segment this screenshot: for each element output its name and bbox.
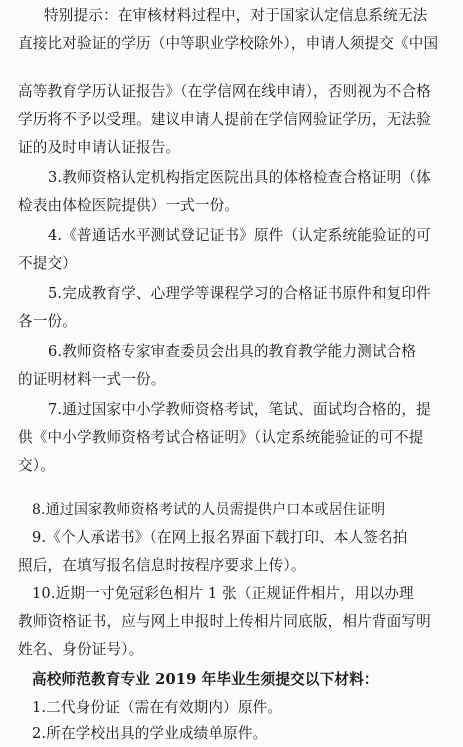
item-7-line-1: 7.通过国家中小学教师资格考试，笔试、面试均合格的，提 (48, 401, 431, 418)
item-7-line-2: 供《中小学教师资格考试合格证明》（认定系统能验证的可不提 (18, 429, 424, 446)
item-4-line-1: 4.《普通话水平测试登记证书》原件（认定系统能验证的可 (48, 227, 431, 244)
item-8-line-1: 8.通过国家教师资格考试的人员需提供户口本或居住证明 (32, 502, 386, 518)
item-3-line-1: 3.教师资格认定机构指定医院出具的体格检查合格证明（体 (48, 169, 431, 186)
notice-line-1: 特别提示：在审核材料过程中，对于国家认定信息系统无法 (44, 7, 428, 24)
item-4-line-2: 不提交） (18, 255, 77, 272)
item-9-line-2: 照后，在填写报名信息时按程序要求上传）。 (18, 557, 306, 574)
item-5-line-1: 5.完成教育学、心理学等课程学习的合格证书原件和复印件 (48, 285, 431, 302)
item-5-line-2: 各一份。 (18, 313, 77, 330)
item-3-line-2: 检表由体检医院提供）一式一份。 (18, 197, 240, 214)
item-10-line-3: 姓名、身份证号）。 (18, 641, 144, 658)
item-6-line-2: 的证明材料一式一份。 (18, 371, 166, 388)
college-item-2: 2.所在学校出具的学业成绩单原件。 (32, 725, 268, 742)
notice-line-2: 直接比对验证的学历（中等职业学校除外），申请人须提交《中国 (18, 35, 439, 52)
notice-line-5: 证的及时申请认证报告。 (18, 139, 181, 156)
notice-line-3: 高等教育学历认证报告》（在学信网在线申请），否则视为不合格 (18, 83, 431, 100)
item-10-line-2: 教师资格证书，应与网上申报时上传相片同底版，相片背面写明 (18, 613, 431, 630)
college-item-1: 1.二代身份证（需在有效期内）原件。 (32, 699, 283, 716)
item-9-line-1: 9.《个人承诺书》（在网上报名界面下载打印、本人签名拍 (32, 529, 408, 546)
section-heading: 高校师范教育专业 2019 年毕业生须提交以下材料： (32, 671, 379, 688)
item-6-line-1: 6.教师资格专家审查委员会出具的教育教学能力测试合格 (48, 343, 417, 360)
item-10-line-1: 10.近期一寸免冠彩色相片 1 张（正规证件相片，用以办理 (32, 585, 414, 602)
notice-line-4: 学历将不予以受理。建议申请人提前在学信网验证学历，无法验 (18, 111, 431, 128)
item-7-line-3: 交）。 (18, 457, 55, 474)
